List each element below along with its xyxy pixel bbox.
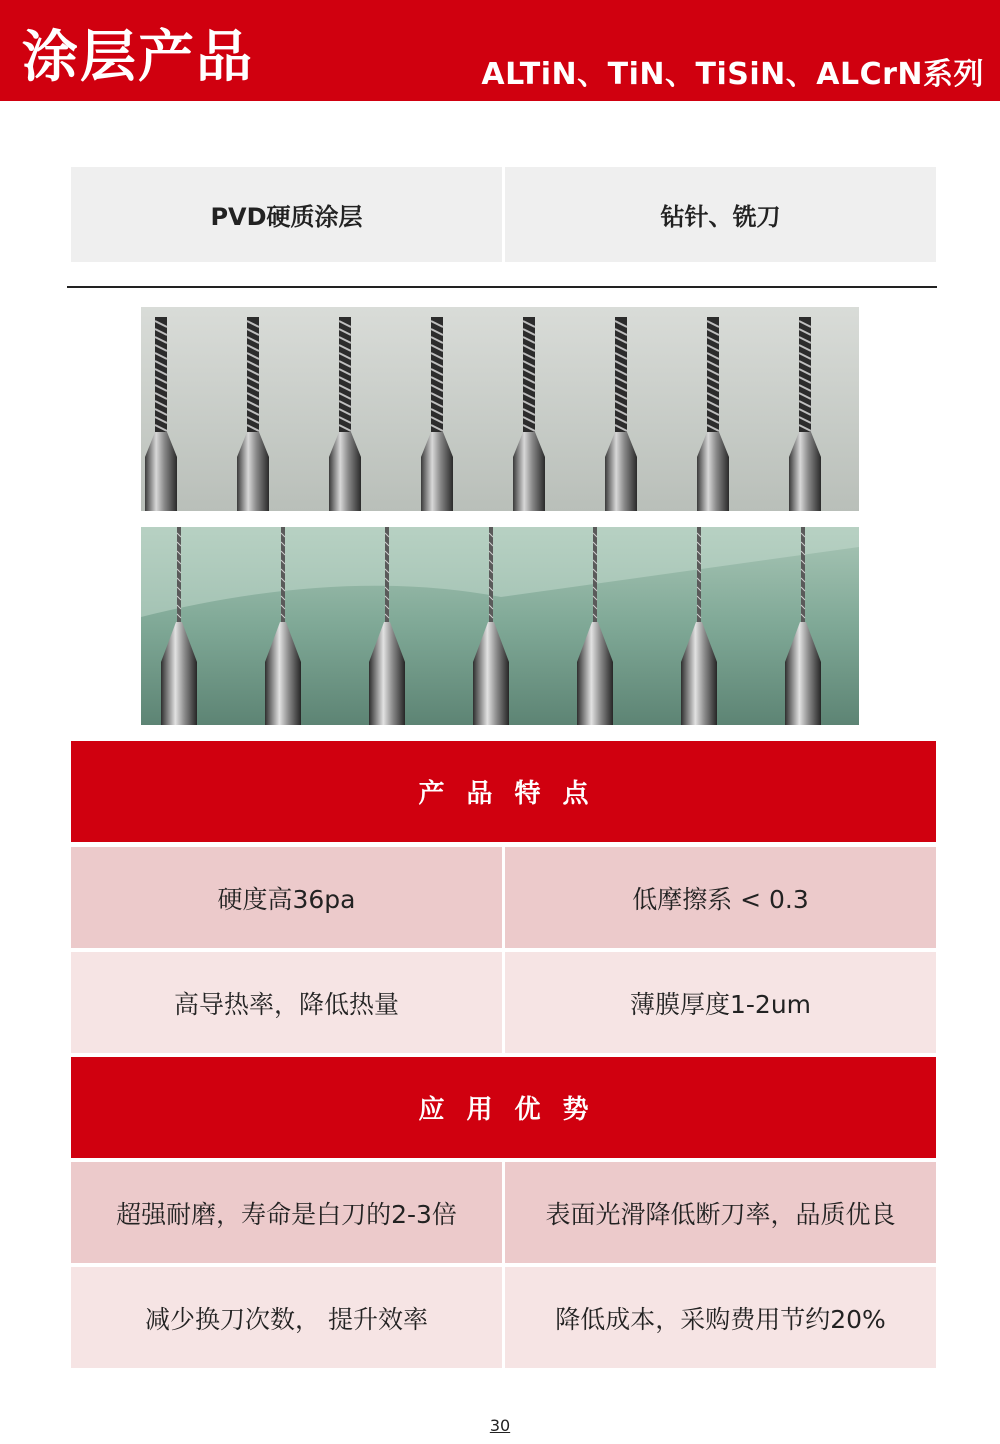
feature-row <box>71 952 936 1053</box>
feature-hardness: 硬度高36pa <box>71 847 502 948</box>
advantage-wear-resistance: 超强耐磨，寿命是白刀的2-3倍 <box>71 1162 502 1263</box>
feature-row <box>71 847 936 948</box>
features-heading: 产品特点 <box>71 741 936 842</box>
advantage-efficiency: 减少换刀次数， 提升效率 <box>71 1267 502 1368</box>
advantage-cost-saving: 降低成本，采购费用节约20% <box>505 1267 936 1368</box>
tool-types: 钻针、铣刀 <box>505 167 936 262</box>
product-summary <box>71 167 936 262</box>
milling-cutters-photo <box>141 307 859 511</box>
advantages-heading: 应用优势 <box>71 1057 936 1158</box>
advantage-smooth-surface: 表面光滑降低断刀率，品质优良 <box>505 1162 936 1263</box>
feature-friction: 低摩擦系 < 0.3 <box>505 847 936 948</box>
feature-thermal-conductivity: 高导热率，降低热量 <box>71 952 502 1053</box>
page-number: 30 <box>489 1416 511 1435</box>
coating-type: PVD硬质涂层 <box>71 167 502 262</box>
advantage-row <box>71 1162 936 1263</box>
feature-film-thickness: 薄膜厚度1-2um <box>505 952 936 1053</box>
coating-series: ALTiN、TiN、TiSiN、ALCrN系列 <box>481 57 984 92</box>
advantage-row <box>71 1267 936 1368</box>
page-header <box>0 0 1000 101</box>
divider <box>67 286 937 288</box>
drill-bits-photo <box>141 527 859 725</box>
page-title: 涂层产品 <box>22 25 254 90</box>
